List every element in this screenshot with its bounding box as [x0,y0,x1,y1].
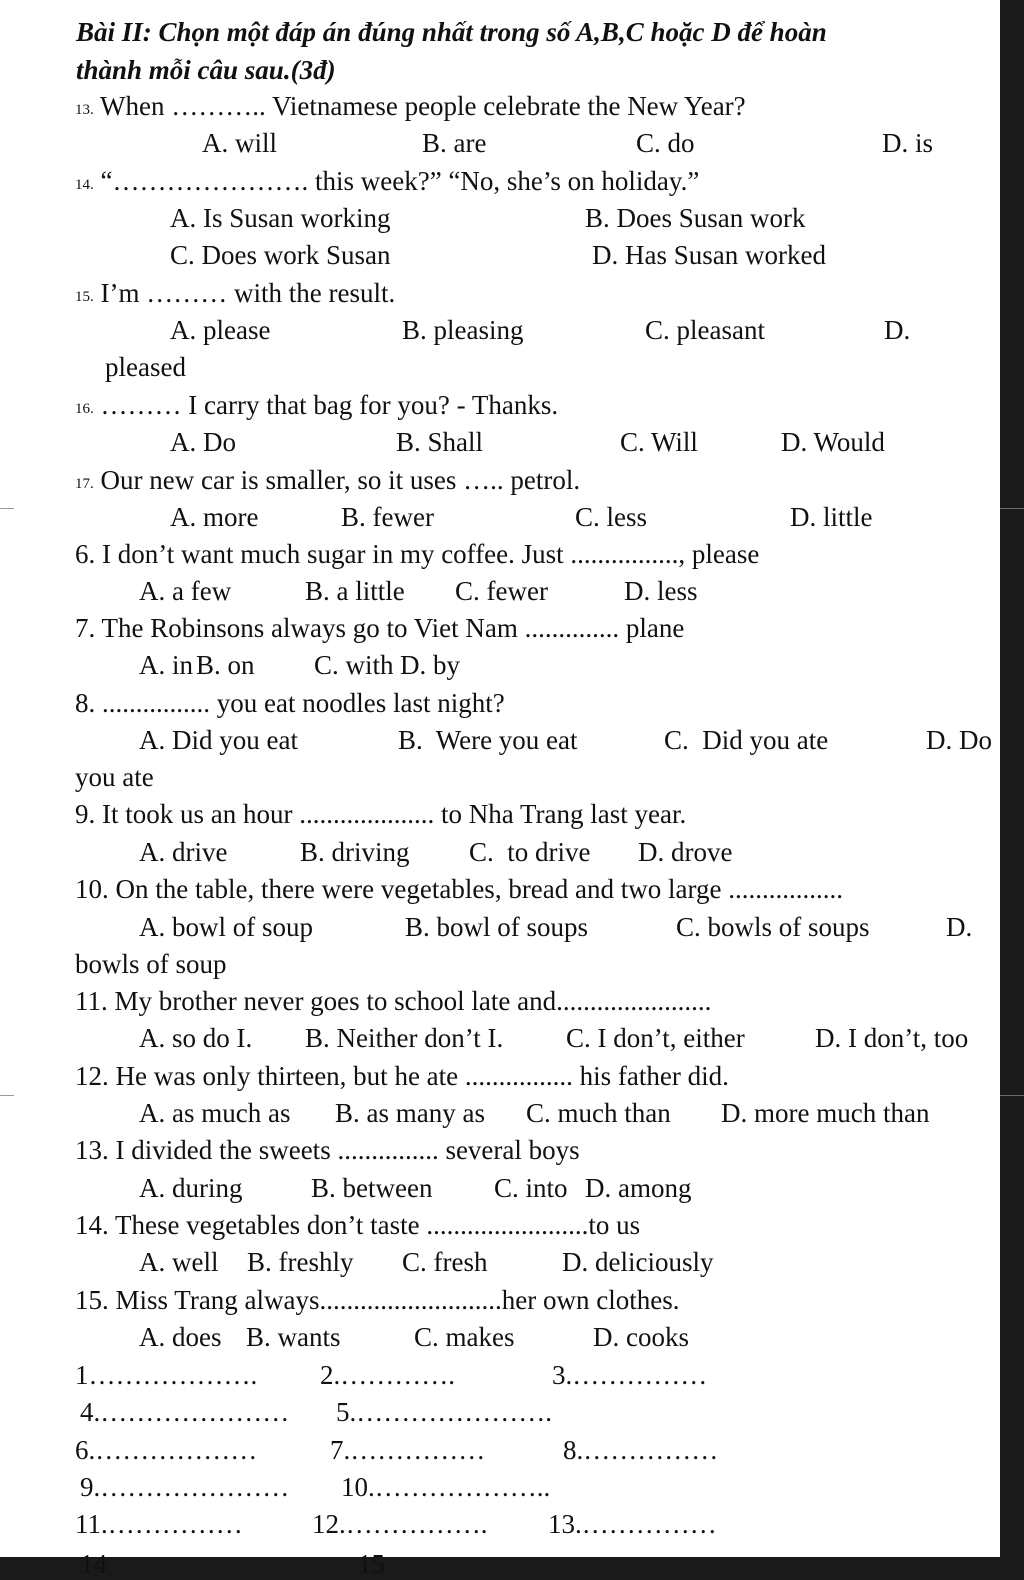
question-stem: ……… I carry that bag for you? - Thanks. [100,390,559,420]
option-c: C. Did you ate [664,725,829,755]
answer-blank-14-cut: 14 [80,1549,107,1579]
option-a: A. bowl of soup [139,912,313,942]
edge-divider-right [1000,1095,1024,1096]
option-d: D. drove [638,837,733,867]
answer-blank-12[interactable]: 12.……………. [312,1509,488,1539]
question-11 [75,984,711,1018]
question-number: 15. [75,1285,109,1315]
option-b: B. bowl of soups [405,912,589,942]
question-14-part-2 [75,1208,640,1242]
question-number: 13. [75,102,94,118]
option-d: D. deliciously [562,1247,714,1277]
question-number: 11. [75,986,108,1016]
question-number: 12. [75,1061,109,1091]
option-a: A. a few [139,576,232,606]
question-stem: Our new car is smaller, so it uses ….. petrol. [100,465,581,495]
answer-blank-10[interactable]: 10.……………….. [341,1472,551,1502]
option-d: D. I don’t, too [815,1023,969,1053]
answer-blank-13[interactable]: 13.…………… [548,1509,717,1539]
option-a: A. does [139,1322,222,1352]
exercise-subtitle: thành mỗi câu sau.(3đ) [76,55,336,85]
answer-blank-3[interactable]: 3.…………… [552,1360,708,1390]
option-a: A. Did you eat [139,725,298,755]
question-stem: I don’t want much sugar in my coffee. Just ................, please [102,539,760,569]
option-a: A. Do [170,427,236,457]
option-d: D. Has Susan worked [592,240,826,270]
question-number: 13. [75,1135,109,1165]
option-a: A. so do I. [139,1023,253,1053]
option-c: C. with [314,650,394,680]
answer-blank-4[interactable]: 4.………………… [80,1397,290,1427]
question-number: 15. [75,289,94,305]
option-c: C. pleasant [645,315,765,345]
option-d-continued: pleased [105,352,186,382]
option-d: D. by [400,650,460,680]
question-stem: ................ you eat noodles last night? [102,688,505,718]
option-b: B. wants [246,1322,341,1352]
option-b: B. on [196,650,255,680]
option-b: B. between [311,1173,433,1203]
option-d: D. Would [781,427,885,457]
answer-blank-15-cut: 15 [358,1549,385,1579]
question-9 [75,797,686,831]
option-c: C. less [575,502,648,532]
option-d-continued: you ate [75,762,154,792]
option-b: B. fewer [341,502,434,532]
question-stem: These vegetables don’t taste ........................to us [115,1210,641,1240]
option-c: C. to drive [469,837,591,867]
option-d: D. less [624,576,698,606]
option-c: C. Will [620,427,698,457]
question-number: 7. [75,613,96,643]
question-16 [75,388,558,426]
option-d: D. Do [926,725,992,755]
question-number: 6. [75,539,96,569]
answer-blank-11[interactable]: 11.…………… [75,1509,243,1539]
question-stem: The Robinsons always go to Viet Nam .............. plane [101,613,685,643]
question-13 [75,89,746,127]
question-8 [75,686,505,720]
option-c: C. fewer [455,576,548,606]
answer-blank-7[interactable]: 7.…………… [330,1435,486,1465]
option-d: D. is [882,128,934,158]
question-number: 17. [75,476,94,492]
question-stem: Miss Trang always...........................her own clothes. [115,1285,680,1315]
edge-divider-right [1000,508,1024,509]
option-c: C. I don’t, either [566,1023,745,1053]
question-number: 8. [75,688,96,718]
option-a: A. during [139,1173,243,1203]
option-b: B. Were you eat [398,725,578,755]
option-d: D. cooks [593,1322,689,1352]
option-a: A. more [170,502,259,532]
answer-blank-9[interactable]: 9.………………… [80,1472,290,1502]
option-b: B. Does Susan work [585,203,806,233]
question-stem: My brother never goes to school late and....................... [114,986,712,1016]
question-stem: I divided the sweets ............... several boys [115,1135,580,1165]
option-a: A. in [139,650,193,680]
answer-blank-1[interactable]: 1………………. [75,1360,258,1390]
question-15-part-2 [75,1283,679,1317]
option-c: C. into [494,1173,568,1203]
option-d-continued: bowls of soup [75,949,227,979]
option-b: B. a little [305,576,405,606]
question-stem: When ……….. Vietnamese people celebrate the New Year? [100,91,746,121]
option-d: D. [946,912,973,942]
edge-divider-left [0,508,14,509]
option-a: A. please [170,315,271,345]
option-d: D. more much than [721,1098,930,1128]
option-b: B. Shall [396,427,484,457]
option-c: C. much than [526,1098,671,1128]
exercise-title: Bài II: Chọn một đáp án đúng nhất trong số A,B,C hoặc D để hoàn [76,17,827,47]
question-15 [75,276,395,314]
answer-blank-8[interactable]: 8.…………… [563,1435,719,1465]
option-c: C. do [636,128,695,158]
option-c: C. fresh [402,1247,488,1277]
option-b: B. pleasing [402,315,524,345]
answer-blank-2[interactable]: 2.…………. [320,1360,455,1390]
question-13-part-2 [75,1133,580,1167]
option-c: C. makes [414,1322,515,1352]
question-10 [75,872,843,906]
option-a: A. drive [139,837,228,867]
option-d: D. among [585,1173,692,1203]
question-7 [75,611,684,645]
option-b: B. are [422,128,487,158]
option-a: A. well [139,1247,219,1277]
question-number: 14. [75,177,94,193]
question-number: 10. [75,874,109,904]
answer-blank-5[interactable]: 5.…………………. [336,1397,552,1427]
option-a: A. as much as [139,1098,291,1128]
question-stem: It took us an hour .................... to Nha Trang last year. [102,799,687,829]
question-12 [75,1059,729,1093]
question-number: 16. [75,401,94,417]
option-a: A. Is Susan working [170,203,391,233]
question-17 [75,463,580,501]
option-a: A. will [202,128,278,158]
question-stem: He was only thirteen, but he ate ................ his father did. [115,1061,729,1091]
option-b: B. as many as [335,1098,485,1128]
question-14 [75,164,699,202]
question-stem: On the table, there were vegetables, bread and two large ................. [115,874,843,904]
option-b: B. freshly [247,1247,354,1277]
answer-blank-6[interactable]: 6.……………… [75,1435,258,1465]
question-6 [75,537,759,571]
option-c: C. bowls of soups [676,912,870,942]
option-b: B. Neither don’t I. [305,1023,504,1053]
option-b: B. driving [300,837,410,867]
option-c: C. Does work Susan [170,240,391,270]
option-d: D. [884,315,911,345]
question-number: 14. [75,1210,109,1240]
question-number: 9. [75,799,96,829]
question-stem: I’m ……… with the result. [100,278,396,308]
option-d: D. little [790,502,873,532]
edge-divider-left [0,1095,14,1096]
question-stem: “…………………. this week?” “No, she’s on holiday.” [100,166,700,196]
